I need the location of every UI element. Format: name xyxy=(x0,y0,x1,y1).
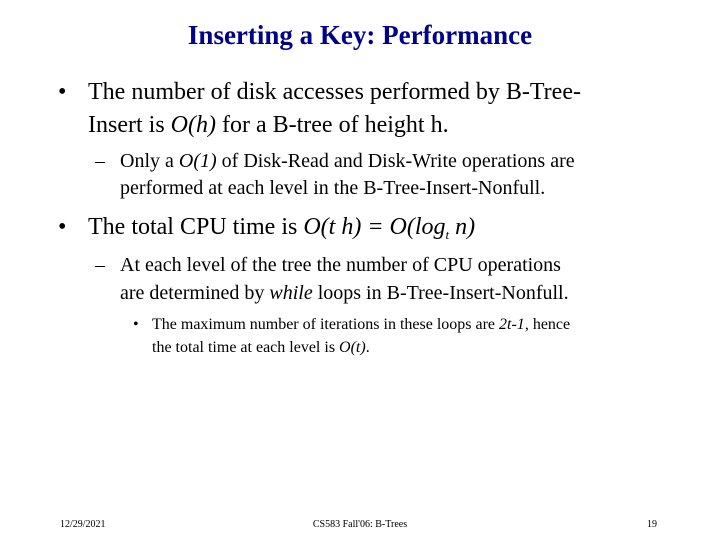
bullet-marker: • xyxy=(133,316,139,333)
subsub-bullet-iterations-line2 xyxy=(152,337,370,358)
bullet-disk-accesses-line1: The number of disk accesses performed by B-Tree- xyxy=(88,79,581,105)
footer-course: CS583 Fall'06: B-Trees xyxy=(312,519,408,530)
subsub-bullet-iterations-line1 xyxy=(152,314,570,335)
text-run: Only a xyxy=(120,150,179,172)
dash-marker: – xyxy=(95,150,105,172)
math-run: 2t-1 xyxy=(499,316,525,333)
text-run: for a B-tree of height h. xyxy=(215,112,449,138)
dash-marker: – xyxy=(95,254,105,276)
text-run: , hence xyxy=(524,316,571,333)
sub-bullet-disk-ops-line1 xyxy=(120,148,575,174)
text-run: . xyxy=(365,339,370,356)
text-run: the total time at each level is xyxy=(152,339,340,356)
bullet-disk-accesses-line2 xyxy=(88,110,449,140)
bullet-cpu-time xyxy=(88,212,475,250)
math-run: O(t) xyxy=(339,339,366,356)
text-run: The total CPU time is xyxy=(88,214,304,240)
text-run: loops in B-Tree-Insert-Nonfull. xyxy=(312,282,569,304)
text-run: are determined by xyxy=(120,282,270,304)
log-subscript: t xyxy=(445,227,450,242)
text-run: Insert is xyxy=(88,112,171,138)
text-run: of Disk-Read and Disk-Write operations are xyxy=(216,150,575,172)
bullet-marker: • xyxy=(58,79,67,105)
math-run: O(1) xyxy=(178,150,217,172)
sub-bullet-cpu-ops-line1: At each level of the tree the number of CPU operations xyxy=(120,254,561,276)
sub-bullet-disk-ops-line2: performed at each level in the B-Tree-Insert-Nonfull. xyxy=(120,177,546,199)
math-run: while xyxy=(269,282,313,304)
math-run: O(t h) = O(log xyxy=(303,214,446,240)
footer-date: 12/29/2021 xyxy=(60,519,106,530)
bullet-marker: • xyxy=(58,214,67,240)
sub-bullet-cpu-ops-line2 xyxy=(120,280,569,306)
footer-page-number: 19 xyxy=(647,519,657,530)
math-run: O(h) xyxy=(170,112,216,138)
text-run: The maximum number of iterations in these loops are xyxy=(152,316,500,333)
slide-title: Inserting a Key: Performance xyxy=(187,20,533,50)
math-run: n) xyxy=(449,214,476,240)
